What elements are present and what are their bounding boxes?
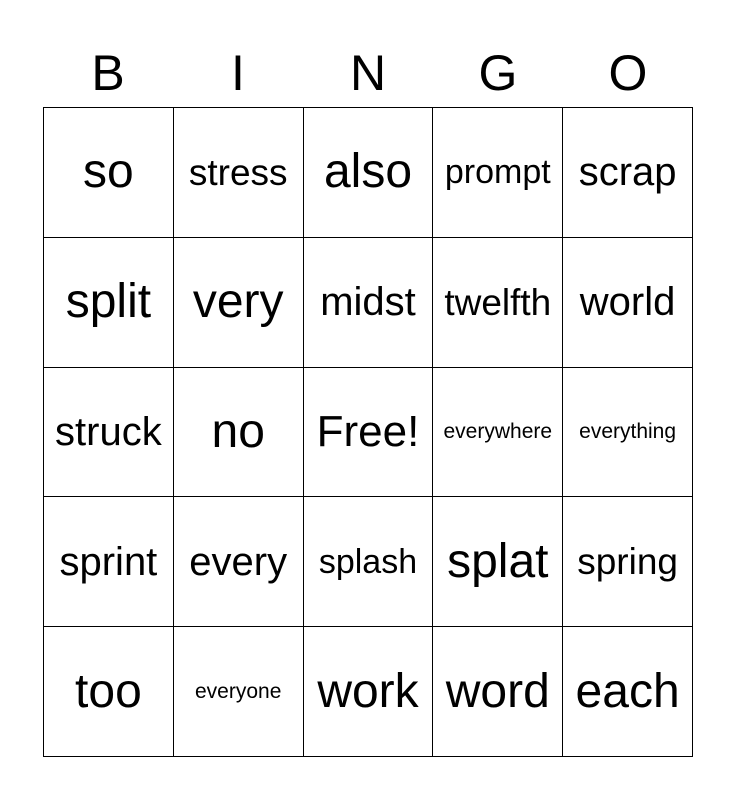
bingo-cell: splash	[304, 497, 434, 627]
bingo-cell: every	[174, 497, 304, 627]
bingo-cell: everything	[563, 368, 693, 498]
bingo-board	[43, 107, 693, 757]
bingo-cell: very	[174, 238, 304, 368]
bingo-cell: midst	[304, 238, 434, 368]
bingo-cell: split	[44, 238, 174, 368]
header-letter-n: N	[349, 45, 387, 101]
bingo-cell: so	[44, 108, 174, 238]
bingo-header	[43, 40, 693, 106]
bingo-cell: spring	[563, 497, 693, 627]
bingo-cell: splat	[433, 497, 563, 627]
header-letter-g: G	[478, 45, 518, 101]
bingo-cell: prompt	[433, 108, 563, 238]
bingo-cell: work	[304, 627, 434, 757]
header-letter-i: I	[231, 45, 245, 101]
bingo-cell: struck	[44, 368, 174, 498]
bingo-cell: world	[563, 238, 693, 368]
header-letter-b: B	[91, 45, 125, 101]
bingo-cell: scrap	[563, 108, 693, 238]
bingo-cell: too	[44, 627, 174, 757]
bingo-cell: stress	[174, 108, 304, 238]
bingo-cell: sprint	[44, 497, 174, 627]
bingo-cell: no	[174, 368, 304, 498]
header-letter-o: O	[608, 45, 648, 101]
bingo-cell: also	[304, 108, 434, 238]
bingo-cell-free-space: Free!	[304, 368, 434, 498]
bingo-cell: twelfth	[433, 238, 563, 368]
bingo-cell: everywhere	[433, 368, 563, 498]
bingo-cell: word	[433, 627, 563, 757]
bingo-cell: each	[563, 627, 693, 757]
bingo-cell: everyone	[174, 627, 304, 757]
